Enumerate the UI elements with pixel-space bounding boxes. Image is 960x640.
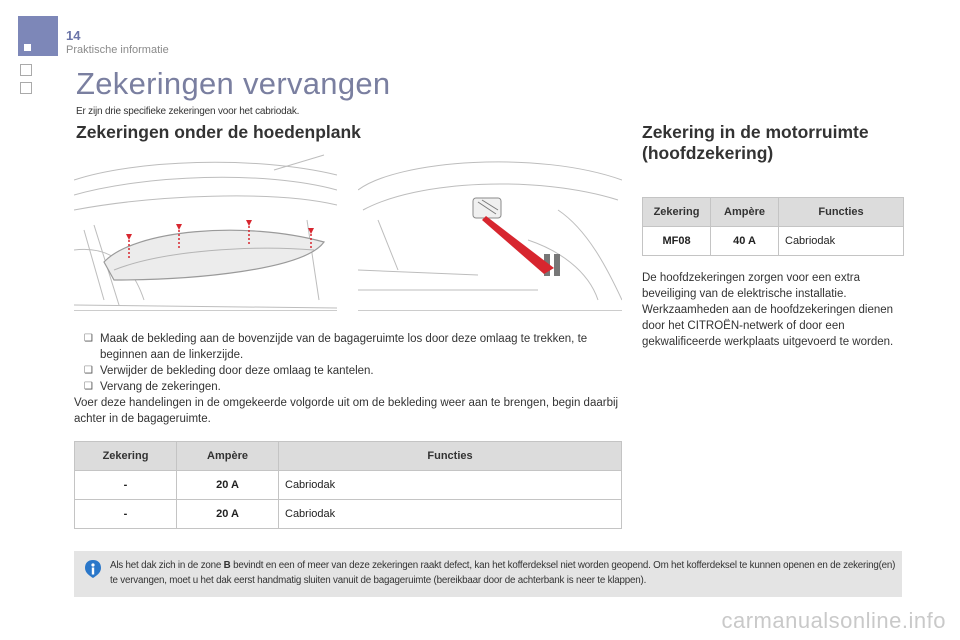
hat-shelf-drawing <box>74 150 337 310</box>
note-text-after: bevindt en een of meer van deze zekeringen raakt defect, kan het kofferdeksel niet worden geopend. Om het kofferdeksel te kunnen openen en de zekering(en) te vervangen, moet u het dak eerst handmatig sluiten vanuit de bagageruimte (bereikbaar door de achterbank is neer te klappen). <box>110 560 896 586</box>
table-header-row <box>643 198 904 227</box>
instruction-block <box>74 331 624 427</box>
main-fuse-paragraph: De hoofdzekeringen zorgen voor een extra beveiliging van de elektrische installatie. Werkzaamheden aan de hoofdzekeringen dienen door het CITROËN-netwerk of door een gekwalificeerde werkplaats uitgevoerd te worden. <box>642 272 894 348</box>
table-header-row <box>75 442 622 471</box>
step-2-text: Verwijder de bekleding door deze omlaag te kantelen. <box>100 365 374 377</box>
cell-fuse: MF08 <box>643 227 711 256</box>
step-1-text: Maak de bekleding aan de bovenzijde van de bagageruimte los door deze omlaag te trekken, te beginnen aan de linkerzijde. <box>100 333 588 361</box>
engine-bay-drawing <box>358 150 622 310</box>
table-row <box>643 227 904 256</box>
section-title: Praktische informatie <box>66 44 169 56</box>
illustration-hat-shelf <box>74 150 337 311</box>
cell-amp: 20 A <box>177 471 279 500</box>
cell-amp: 20 A <box>177 500 279 529</box>
fuse-table-hat-shelf <box>74 441 622 529</box>
info-note-text <box>110 558 896 588</box>
fuse-table-engine-bay <box>642 197 904 256</box>
col-header-fuse: Zekering <box>75 442 177 471</box>
step-3 <box>74 379 624 395</box>
page-title: Zekeringen vervangen <box>76 66 391 101</box>
step-2 <box>74 363 624 379</box>
page-marker-dot <box>24 44 31 51</box>
heading-hat-shelf: Zekeringen onder de hoedenplank <box>76 122 361 142</box>
side-box-1 <box>20 64 32 76</box>
col-header-fuse: Zekering <box>643 198 711 227</box>
watermark: carmanualsonline.info <box>721 608 946 633</box>
illustration-engine-bay <box>358 150 622 311</box>
info-icon <box>84 559 102 579</box>
col-header-amp: Ampère <box>177 442 279 471</box>
zone-label: B <box>223 560 231 571</box>
bullet-icon: ❑ <box>84 333 93 344</box>
col-header-function: Functies <box>779 198 904 227</box>
bullet-icon: ❑ <box>84 381 93 392</box>
col-header-amp: Ampère <box>711 198 779 227</box>
cell-function: Cabriodak <box>279 471 622 500</box>
page-subtitle: Er zijn drie specifieke zekeringen voor het cabriodak. <box>76 106 300 117</box>
side-box-2 <box>20 82 32 94</box>
bullet-icon: ❑ <box>84 365 93 376</box>
cell-fuse: - <box>75 471 177 500</box>
table-row <box>75 471 622 500</box>
step-1 <box>74 331 624 363</box>
cell-amp: 40 A <box>711 227 779 256</box>
col-header-function: Functies <box>279 442 622 471</box>
page-number: 14 <box>66 28 81 43</box>
table-row <box>75 500 622 529</box>
closing-text: Voer deze handelingen in de omgekeerde volgorde uit om de bekleding weer aan te brengen, begin daarbij achter in de bagageruimte. <box>74 397 619 425</box>
step-3-text: Vervang de zekeringen. <box>100 381 221 393</box>
cell-function: Cabriodak <box>279 500 622 529</box>
info-note <box>74 551 902 597</box>
cell-function: Cabriodak <box>779 227 904 256</box>
page-marker <box>18 16 58 56</box>
heading-engine-bay: Zekering in de motorruimte (hoofdzekering) <box>642 122 869 163</box>
cell-fuse: - <box>75 500 177 529</box>
note-text-before: Als het dak zich in de zone <box>110 560 224 571</box>
